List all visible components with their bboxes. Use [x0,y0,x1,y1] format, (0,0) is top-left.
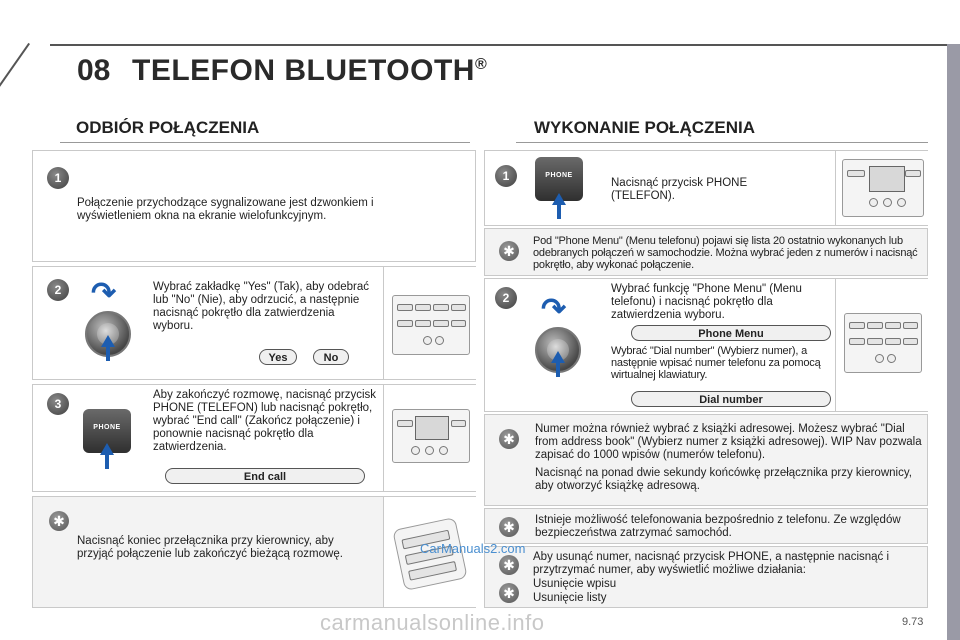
left-section-rule [60,142,470,143]
header-rule [50,44,955,46]
radio-unit-icon [842,159,924,217]
unit-button [847,170,865,177]
header-rule-diagonal [0,43,30,101]
press-arrow-icon [551,351,565,363]
watermark: carmanualsonline.info [320,610,545,635]
radio-unit-icon [392,409,470,463]
no-tab[interactable]: No [313,349,349,365]
left-tip-text: Nacisnąć koniec przełącznika przy kierownicy, aby przyjąć połączenie lub zakończyć bieżącą rozmowę. [77,535,343,560]
left-step3-panel [32,384,476,492]
info-icon: ✱ [499,241,519,261]
unit-button [415,304,431,311]
unit-button [867,338,883,345]
unit-knob [887,354,896,363]
device-thumbnail [835,151,928,225]
right-step1-panel [484,150,928,226]
unit-knob [897,198,906,207]
right-step2-text2: Wybrać "Dial number" (Wybierz numer), a następnie wpisać numer telefonu za pomocą wirtualnej klawiatury. [611,345,821,381]
left-step1-panel [32,150,476,262]
device-thumbnail [383,385,476,491]
press-arrow-shaft [557,205,561,219]
unit-button [451,320,466,327]
info-icon: ✱ [49,511,69,531]
left-tip-panel [32,496,476,608]
info-icon: ✱ [499,555,519,575]
yes-tab[interactable]: Yes [259,349,297,365]
unit-button [451,304,466,311]
unit-button [451,420,466,427]
unit-button [903,338,918,345]
unit-knob [875,354,884,363]
info-icon: ✱ [499,517,519,537]
step-badge: 1 [495,165,517,187]
unit-button [885,322,901,329]
right-tip1-text: Pod "Phone Menu" (Menu telefonu) pojawi się lista 20 ostatnio wykonanych lub odebranych połączeń w samochodzie. Można wybrać jeden z numerów i nacisnąć pokrętło, aby wykonać połączenie. [533,235,918,271]
unit-button [397,320,413,327]
right-tip3-text: Istnieje możliwość telefonowania bezpośrednio z telefonu. Ze względów bezpieczeństwa zatrzymać samochód. [535,514,901,539]
press-arrow-icon [101,335,115,347]
unit-knob [423,336,432,345]
chapter-tab-bar [947,44,960,640]
step-badge: 1 [47,167,69,189]
phone-menu-tab[interactable]: Phone Menu [631,325,831,341]
unit-knob [869,198,878,207]
device-thumbnail [835,279,928,411]
unit-button [397,304,413,311]
rotate-arrow-icon: ↷ [91,277,117,310]
right-section-title: WYKONANIE POŁĄCZENIA [534,118,755,137]
unit-button [849,322,865,329]
end-call-tab[interactable]: End call [165,468,365,484]
left-section-title: ODBIÓR POŁĄCZENIA [76,118,260,137]
unit-button [433,304,449,311]
press-arrow-shaft [105,455,109,469]
right-tip4-text: Aby usunąć numer, nacisnąć przycisk PHONE, a następnie nacisnąć i przytrzymać numer, aby wyświetlić możliwe działania: [533,551,890,576]
right-step2-panel [484,278,928,412]
watermark-small: CarManuals2.com [420,541,526,556]
radio-unit-icon [844,313,922,373]
info-icon: ✱ [499,429,519,449]
step-badge: 3 [47,393,69,415]
unit-button [397,420,413,427]
page-title [132,54,487,88]
registered-mark: ® [474,56,488,73]
right-tip2-panel [484,414,928,506]
right-step1-text: Nacisnąć przycisk PHONE (TELEFON). [611,177,748,202]
step-badge: 2 [495,287,517,309]
press-arrow-shaft [556,363,560,377]
step-badge: 2 [47,279,69,301]
page-title-text: TELEFON BLUETOOTH [132,54,475,87]
page-number: 9.73 [902,616,924,628]
press-arrow-icon [100,443,114,455]
unit-knob [439,446,448,455]
press-arrow-shaft [106,347,110,361]
unit-knob [435,336,444,345]
right-step2-text: Wybrać funkcję "Phone Menu" (Menu telefonu) i nacisnąć pokrętło dla zatwierdzenia wyboru. [611,283,802,321]
phone-key-icon: PHONE [535,157,583,201]
left-step2-panel [32,266,476,380]
right-tip4-line3: Usunięcie listy [533,592,607,604]
right-tip1-panel [484,228,928,276]
right-tip2-text: Numer można również wybrać z książki adresowej. Możesz wybrać "Dial from address book" (Wybierz numer z książki adresowej). WIP Nav pozwala zapisać do 1000 wpisów (numerów telefonu). [535,423,922,461]
device-thumbnail [383,267,476,379]
unit-knob [425,446,434,455]
unit-knob [411,446,420,455]
press-arrow-icon [552,193,566,205]
unit-knob [883,198,892,207]
unit-button [433,320,449,327]
unit-button [867,322,883,329]
left-step3-text: Aby zakończyć rozmowę, nacisnąć przycisk PHONE (TELEFON) lub nacisnąć pokrętło, wybrać "End call" (Zakończ połączenie) i ponownie nacisnąć pokrętło dla zatwierdzenia. [153,389,377,453]
unit-button [885,338,901,345]
left-step1-text: Połączenie przychodzące sygnalizowane jest dzwonkiem i wyświetleniem okna na ekranie wielofunkcyjnym. [77,197,374,222]
radio-unit-icon [392,295,470,355]
rotate-arrow-icon: ↷ [541,293,567,326]
unit-button [849,338,865,345]
stalk-segment [408,561,457,581]
info-icon: ✱ [499,583,519,603]
right-tip2-text2: Nacisnąć na ponad dwie sekundy końcówkę przełącznika przy kierownicy, aby otworzyć książkę adresową. [535,467,912,492]
right-tip4-line2: Usunięcie wpisu [533,578,617,590]
unit-screen [415,416,449,440]
left-step2-text: Wybrać zakładkę "Yes" (Tak), aby odebrać lub "No" (Nie), aby odrzucić, a następnie nacisnąć pokrętło dla zatwierdzenia wyboru. [153,281,370,332]
chapter-number: 08 [77,54,111,87]
unit-button [903,322,918,329]
unit-button [415,320,431,327]
phone-key-icon: PHONE [83,409,131,453]
unit-button [905,170,921,177]
right-tip3-panel [484,508,928,544]
right-section-rule [516,142,928,143]
right-tip4-panel [484,546,928,608]
unit-screen [869,166,905,192]
dial-number-tab[interactable]: Dial number [631,391,831,407]
